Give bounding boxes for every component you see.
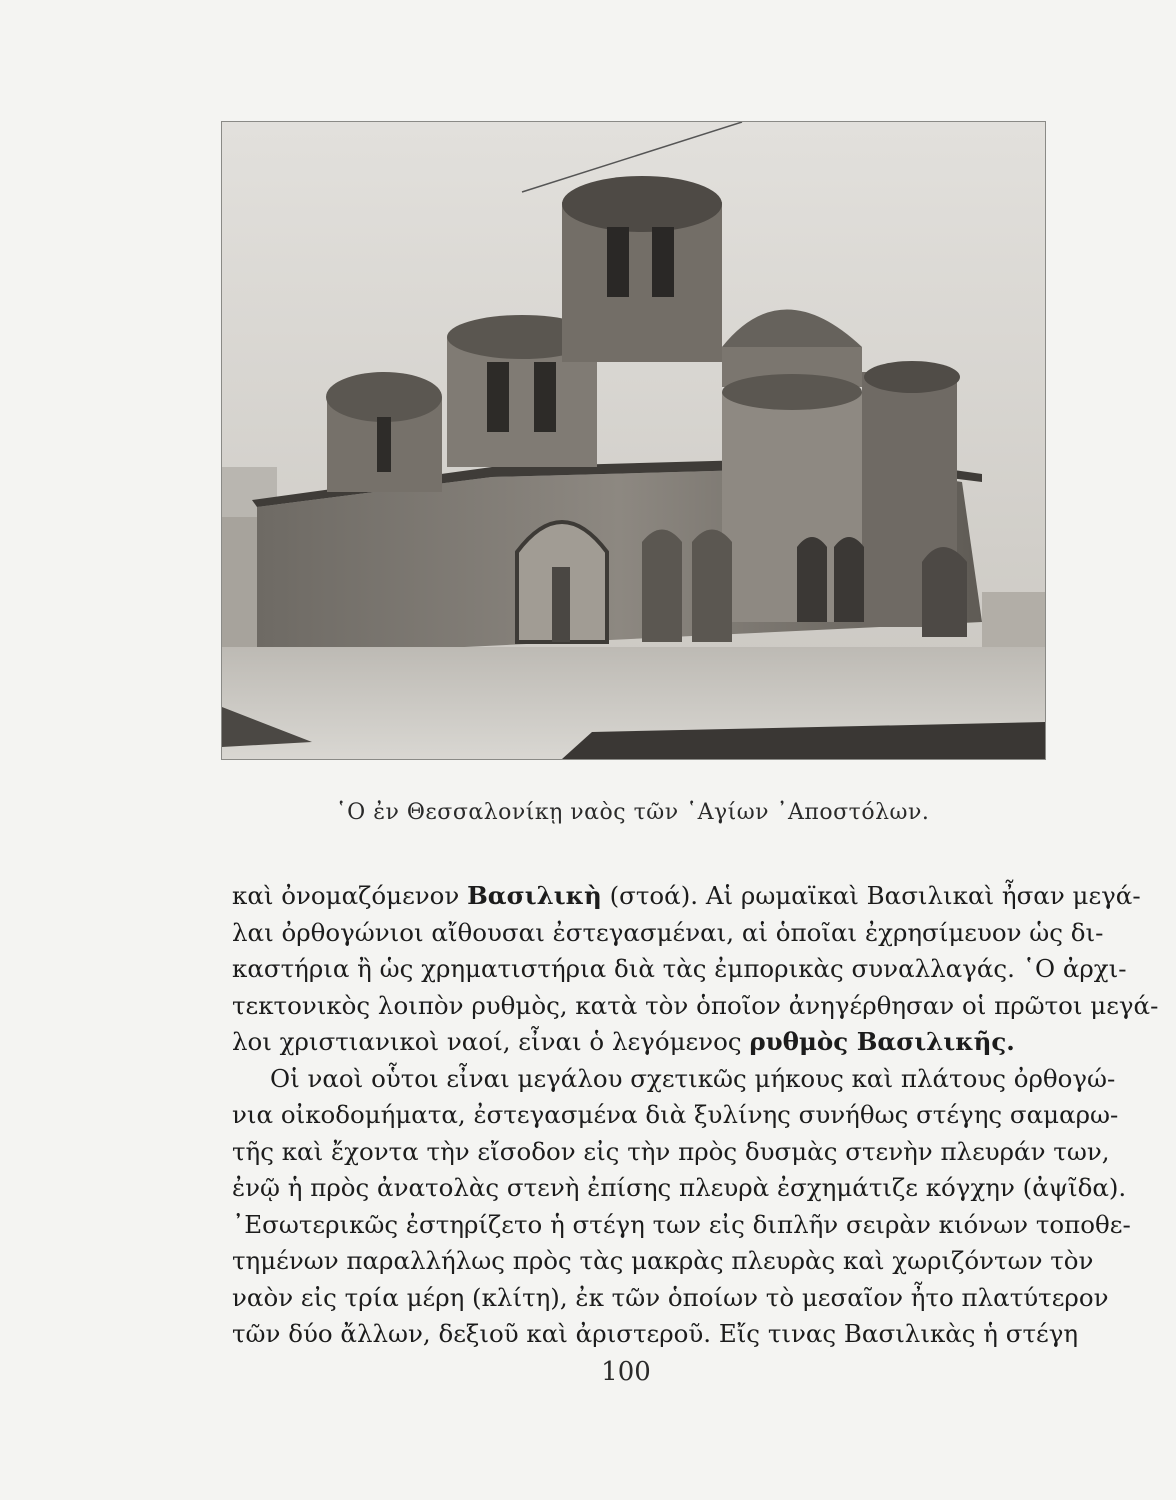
text-line: καστήρια ἢ ὡς χρηματιστήρια διὰ τὰς ἐμπορικὰς συναλλαγάς. ῾Ο ἀρχι- [232, 954, 1127, 983]
photo-caption: ῾Ο ἐν Θεσσαλονίκῃ ναὸς τῶν ῾Αγίων ᾿Αποστόλων. [335, 800, 930, 825]
text-line: Οἱ ναοὶ οὗτοι εἶναι μεγάλου σχετικῶς μήκους καὶ πλάτους ὀρθογώ- [270, 1063, 1116, 1093]
page-number: 100 [601, 1357, 651, 1387]
text-line: ᾿Εσωτερικῶς ἐστηρίζετο ἡ στέγη των εἰς διπλῆν σειρὰν κιόνων τοποθε- [232, 1209, 1131, 1239]
text-line: τημένων παραλλήλως πρὸς τὰς μακρὰς πλευρὰς καὶ χωριζόντων τὸν [232, 1246, 1094, 1275]
text-line: τεκτονικὸς λοιπὸν ρυθμὸς, κατὰ τὸν ὁποῖον ἀνηγέρθησαν οἱ πρῶτοι μεγά- [232, 990, 1159, 1020]
text-line: τῶν δύο ἄλλων, δεξιοῦ καὶ ἀριστεροῦ. Εἴς τινας Βασιλικὰς ἡ στέγη [232, 1319, 1079, 1348]
term-basilike: Βασιλικὴ [467, 881, 602, 910]
text-line: ἐνῷ ἡ πρὸς ἀνατολὰς στενὴ ἐπίσης πλευρὰ ἐσχημάτιζε κόγχην (ἀψῖδα). [232, 1173, 1127, 1202]
text-line: ναὸν εἰς τρία μέρη (κλίτη), ἐκ τῶν ὁποίων τὸ μεσαῖον ἦτο πλατύτερον [232, 1282, 1109, 1312]
text-line: τῆς καὶ ἔχοντα τὴν εἴσοδον εἰς τὴν πρὸς δυσμὰς στενὴν πλευράν των, [232, 1136, 1110, 1166]
church-photograph [221, 121, 1046, 760]
body-text [232, 878, 1159, 1353]
text-line: λοι χριστιανικοὶ ναοί, εἶναι ὁ λεγόμενος ρυθμὸς Βασιλικῆς. [232, 1027, 1015, 1056]
text-line: λαι ὀρθογώνιοι αἴθουσαι ἐστεγασμέναι, αἱ ὁποῖαι ἐχρησίμευον ὡς δι- [232, 917, 1104, 947]
term-basilica-style: ρυθμὸς Βασιλικῆς. [749, 1027, 1015, 1056]
text-line: καὶ ὀνομαζόμενον Βασιλικὴ (στοά). Αἱ ρωμαϊκαὶ Βασιλικαὶ ἦσαν μεγά- [232, 881, 1141, 910]
text-line: νια οἰκοδομήματα, ἐστεγασμένα διὰ ξυλίνης συνήθως στέγης σαμαρω- [232, 1100, 1119, 1129]
